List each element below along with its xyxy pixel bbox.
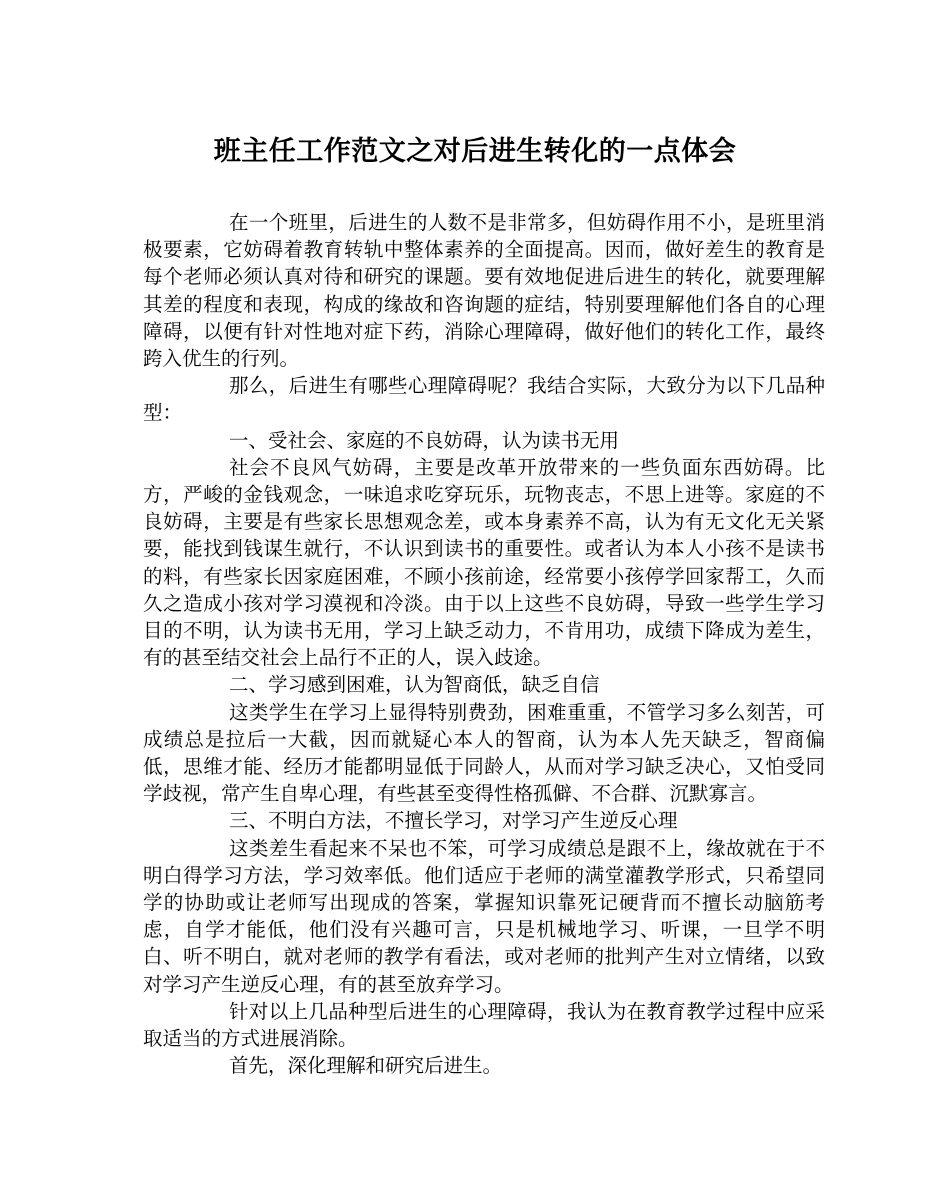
- document-title: 班主任工作范文之对后进生转化的一点体会: [213, 136, 737, 167]
- document-body: [143, 209, 825, 1080]
- paragraph-conclusion: 针对以上几品种型后进生的心理障碍，我认为在教育教学过程中应采取适当的方式进展消除。: [143, 999, 825, 1051]
- section-heading-3: 三、不明白方法，不擅长学习，对学习产生逆反心理: [229, 809, 678, 833]
- paragraph-question: 那么，后进生有哪些心理障碍呢？我结合实际，大致分为以下几品种型：: [143, 374, 825, 425]
- paragraph-intro: 在一个班里，后进生的人数不是非常多，但妨碍作用不小，是班里消极要素，它妨碍着教育转轨中整体素养的全面提高。因而，做好差生的教育是每个老师必须认真对待和研究的课题。要有效地促进后进生的转化，就要理解其差的程度和表现，构成的缘故和咨询题的症结，特别要理解他们各自的心理障碍，以便有针对性地对症下药，消除心理障碍，做好他们的转化工作，最终跨入优生的行列。: [143, 211, 825, 371]
- paragraph-first-step: 首先，深化理解和研究后进生。: [229, 1054, 503, 1078]
- section-heading-2: 二、学习感到困难，认为智商低，缺乏自信: [229, 673, 600, 697]
- paragraph-section-3: 这类差生看起来不呆也不笨，可学习成绩总是跟不上，缘故就在于不明白得学习方法，学习效率低。他们适应于老师的满堂灌教学形式，只希望同学的协助或让老师写出现成的答案，掌握知识靠死记硬背而不擅长动脑筋考虑，自学才能低，他们没有兴趣可言，只是机械地学习、听课，一旦学不明白、听不明白，就对老师的教学有看法，或对老师的批判产生对立情绪，以致对学习产生逆反心理，有的甚至放弃学习。: [143, 836, 825, 996]
- paragraph-section-1: 社会不良风气妨碍，主要是改革开放带来的一些负面东西妨碍。比方，严峻的金钱观念，一味追求吃穿玩乐，玩物丧志，不思上进等。家庭的不良妨碍，主要是有些家长思想观念差，或本身素养不高，认为有无文化无关紧要，能找到钱谋生就行，不认识到读书的重要性。或者认为本人小孩不是读书的料，有些家长因家庭困难，不顾小孩前途，经常要小孩停学回家帮工，久而久之造成小孩对学习漠视和冷淡。由于以上这些不良妨碍，导致一些学生学习目的不明，认为读书无用，学习上缺乏动力，不肯用功，成绩下降成为差生，有的甚至结交社会上品行不正的人，误入歧途。: [143, 455, 825, 670]
- section-heading-1: 一、受社会、家庭的不良妨碍，认为读书无用: [229, 428, 620, 452]
- paragraph-section-2: 这类学生在学习上显得特别费劲，困难重重，不管学习多么刻苦，可成绩总是拉后一大截，因而就疑心本人的智商，认为本人先天缺乏，智商偏低，思维才能、经历才能都明显低于同龄人，从而对学习缺乏决心，又怕受同学歧视，常产生自卑心理，有些甚至变得性格孤僻、不合群、沉默寡言。: [143, 700, 825, 806]
